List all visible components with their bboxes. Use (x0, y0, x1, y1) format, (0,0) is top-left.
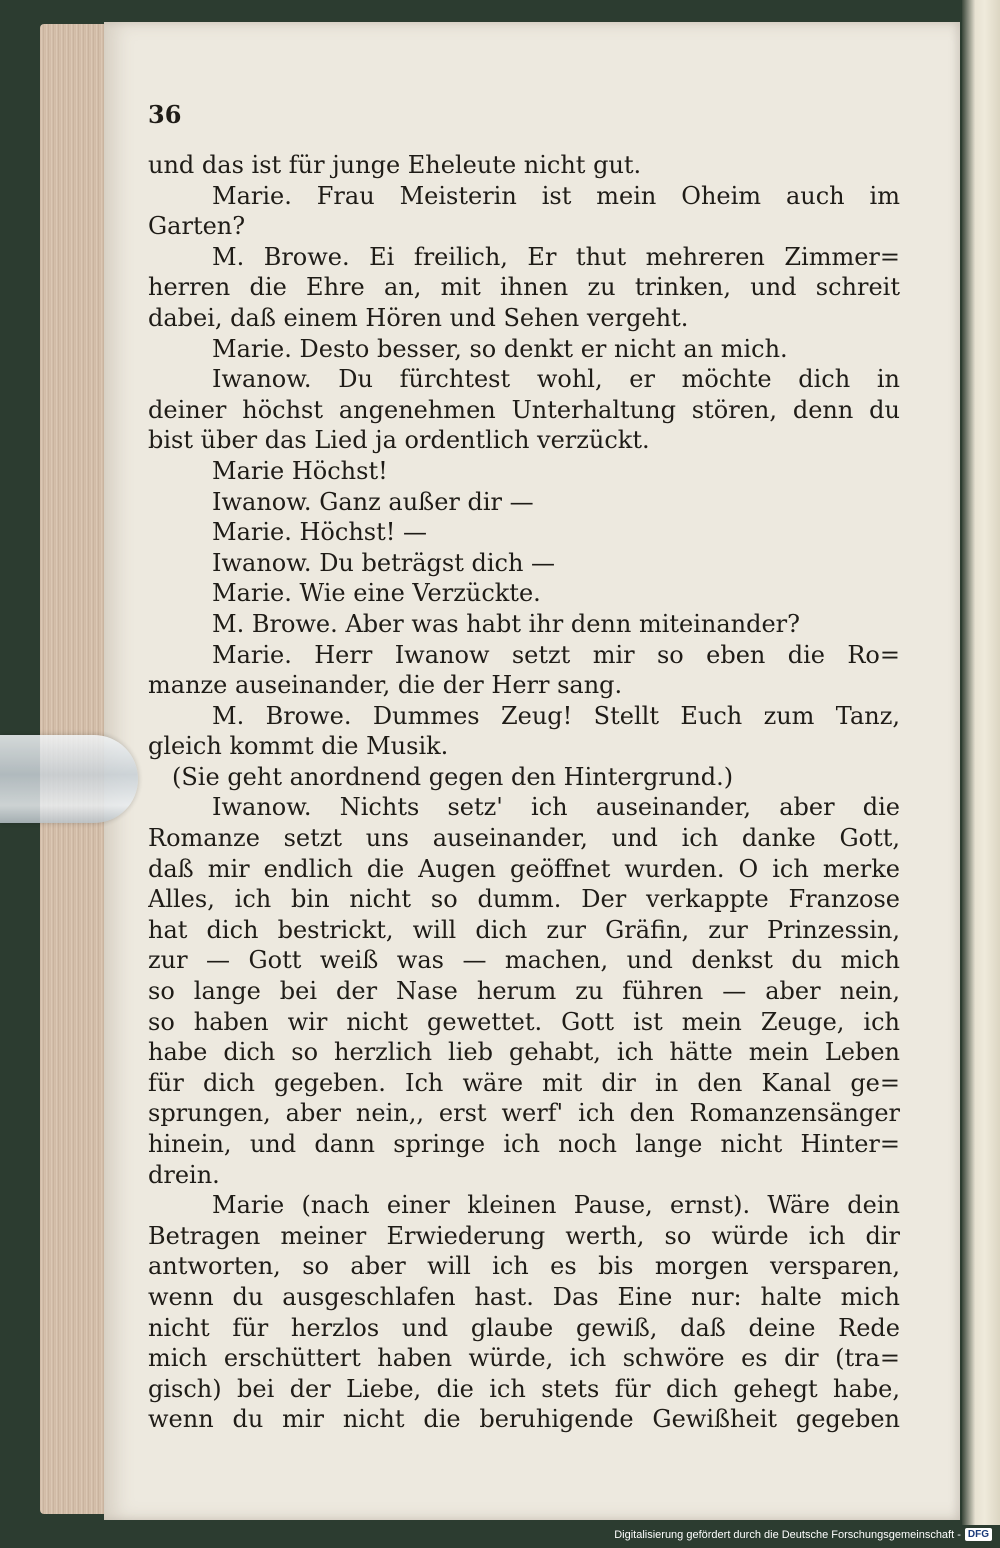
credit-text: Digitalisierung gefördert durch die Deutsche Forschungsgemeinschaft - (614, 1528, 961, 1541)
text-line: herren die Ehre an, mit ihnen zu trinken, und schreit (148, 273, 900, 302)
text-line: deiner höchst angenehmen Unterhaltung stören, denn du (148, 395, 900, 424)
text-line: Iwanow. Du beträgst dich — (212, 548, 556, 577)
text-line: Alles, ich bin nicht so dumm. Der verkappte Franzose (148, 885, 900, 914)
text-line: Romanze setzt uns auseinander, und ich danke Gott, (148, 824, 900, 853)
text-line: und das ist für junge Eheleute nicht gut. (148, 151, 642, 179)
text-line: Iwanow. Ganz außer dir — (212, 487, 534, 516)
text-line: hat dich bestrickt, will dich zur Gräfin, zur Prinzessin, (148, 915, 900, 944)
text-line: manze auseinander, die der Herr sang. (148, 671, 623, 700)
text-line: bist über das Lied ja ordentlich verzückt. (148, 426, 650, 455)
text-line: für dich gegeben. Ich wäre mit dir in den Kanal ge= (148, 1068, 900, 1097)
text-line: wenn du ausgeschlafen hast. Das Eine nur: halte mich (148, 1282, 900, 1311)
text-line: Marie. Frau Meisterin ist mein Oheim auch im (212, 181, 900, 210)
text-line: Marie. Wie eine Verzückte. (212, 579, 541, 608)
text-line: M. Browe. Aber was habt ihr denn miteinander? (212, 609, 801, 638)
text-line: wenn du mir nicht die beruhigende Gewißheit gegeben (148, 1405, 900, 1434)
page-holder-clip (0, 735, 138, 823)
text-line: nicht für herzlos und glaube gewiß, daß deine Rede (148, 1313, 900, 1342)
text-line: Marie. Desto besser, so denkt er nicht an mich. (212, 334, 788, 363)
text-line: mich erschüttert haben würde, ich schwöre es dir (tra= (148, 1344, 900, 1373)
text-line: gisch) bei der Liebe, die ich stets für dich gehegt habe, (148, 1374, 900, 1403)
text-line: dabei, daß einem Hören und Sehen vergeht. (148, 303, 689, 332)
text-line: Iwanow. Du fürchtest wohl, er möchte dich in (212, 365, 900, 394)
text-line: Marie. Herr Iwanow setzt mir so eben die Ro= (212, 640, 900, 669)
text-line: Garten? (148, 212, 246, 241)
text-line: hinein, und dann springe ich noch lange nicht Hinter= (148, 1130, 900, 1158)
text-line: M. Browe. Dummes Zeug! Stellt Euch zum Tanz, (212, 701, 900, 730)
text-line: drein. (148, 1160, 220, 1189)
text-line: zur — Gott weiß was — machen, und denkst du mich (148, 946, 900, 975)
text-line: so lange bei der Nase herum zu führen — aber nein, (148, 977, 900, 1006)
dfg-logo: DFG (965, 1528, 992, 1541)
text-line: gleich kommt die Musik. (148, 732, 449, 761)
text-line: Marie Höchst! (212, 456, 388, 485)
text-line: sprungen, aber nein,, erst werf' ich den Romanzensänger (148, 1099, 900, 1128)
text-line: habe dich so herzlich lieb gehabt, ich hätte mein Leben (148, 1038, 900, 1067)
text-line: Marie (nach einer kleinen Pause, ernst). Wäre dein (212, 1191, 900, 1220)
text-line: antworten, so aber will ich es bis morgen versparen, (148, 1252, 900, 1281)
text-line: so haben wir nicht gewettet. Gott ist mein Zeuge, ich (148, 1007, 900, 1036)
digitization-credit (614, 1528, 992, 1541)
page-text (148, 150, 900, 1435)
text-line: Iwanow. Nichts setz' ich auseinander, aber die (212, 793, 900, 822)
text-line: Marie. Höchst! — (212, 518, 428, 547)
text-line: M. Browe. Ei freilich, Er thut mehreren Zimmer= (212, 242, 900, 271)
page-number: 36 (148, 100, 182, 129)
text-line: daß mir endlich die Augen geöffnet wurden. O ich merke (148, 854, 900, 883)
text-line: Betragen meiner Erwiederung werth, so würde ich dir (148, 1221, 900, 1250)
text-line: (Sie geht anordnend gegen den Hintergrund.) (172, 762, 734, 791)
adjacent-page-edge (962, 0, 1000, 1525)
